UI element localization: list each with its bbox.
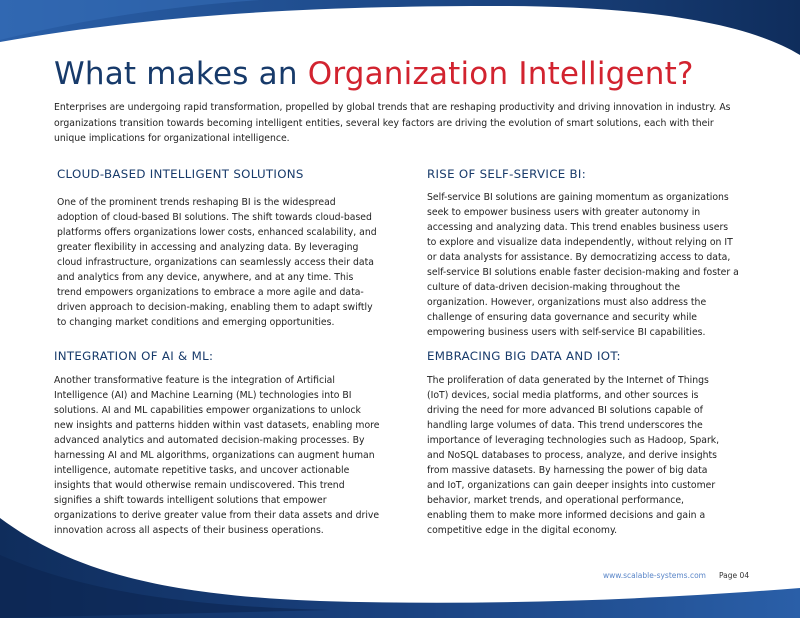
section-heading: EMBRACING BIG DATA AND IOT: [427,349,621,363]
section-cloud-based-solutions [57,167,377,330]
section-heading: CLOUD-BASED INTELLIGENT SOLUTIONS [57,167,304,181]
section-body: One of the prominent trends reshaping BI is the widespread adoption of cloud-based BI solutions. The shift towards cloud-based platforms offers organizations lower costs, enhanced scalability, and greater flexibility in accessing and analyzing data. By leveraging cloud infrastructure, organizations can seamlessly access their data and analytics from any device, anywhere, and at any time. This trend empowers organizations to embrace a more agile and data-driven approach to decision-making, enabling them to adapt swiftly to changing market conditions and emerging opportunities. [57,197,377,328]
title-main: What makes an [54,56,308,92]
page-number: Page 04 [719,571,750,580]
title-accent: Organization Intelligent? [307,56,694,92]
section-heading: INTEGRATION OF AI & ML: [54,349,214,363]
section-body: Another transformative feature is the integration of Artificial Intelligence (AI) and Machine Learning (ML) technologies into BI solutions. AI and ML capabilities empower organizations to unlock new insights and patterns hidden within vast datasets, enabling more advanced analytics and automated decision-making processes. By harnessing AI and ML algorithms, organizations can augment human intelligence, automate repetitive tasks, and uncover actionable insights that would otherwise remain undiscovered. This trend signifies a shift towards intelligent solutions that empower organizations to derive greater value from their data assets and drive innovation across all aspects of their business operations. [54,375,380,536]
section-heading: RISE OF SELF-SERVICE BI: [427,167,586,181]
intro-paragraph: Enterprises are undergoing rapid transformation, propelled by global trends that are reshaping productivity and driving innovation in industry. As organizations transition towards becoming intelligent entities, several key factors are driving the evolution of smart solutions, each with their unique implications for organizational intelligence. [54,102,731,144]
section-body: The proliferation of data generated by the Internet of Things (IoT) devices, social media platforms, and other sources is driving the need for more advanced BI solutions capable of handling large volumes of data. This trend underscores the importance of leveraging technologies such as Hadoop, Spark, and NoSQL databases to process, analyze, and derive insights from massive datasets. By harnessing the power of big data and IoT, organizations can gain deeper insights into customer behavior, market trends, and operational performance, enabling them to make more informed decisions and gain a competitive edge in the digital economy. [427,375,720,536]
page-title [54,56,694,92]
section-ai-ml [54,349,380,538]
section-self-service-bi [427,167,739,340]
section-body: Self-service BI solutions are gaining momentum as organizations seek to empower business users with greater autonomy in accessing and analyzing data. This trend enables business users to explore and visualize data independently, without relying on IT or data analysts for assistance. By democratizing access to data, self-service BI solutions enable faster decision-making and foster a culture of data-driven decision-making throughout the organization. However, organizations must also address the challenge of ensuring data governance and security while empowering business users with self-service BI capabilities. [427,192,739,338]
section-big-data-iot [427,349,727,538]
footer-website-link[interactable]: www.scalable-systems.com [603,571,706,580]
